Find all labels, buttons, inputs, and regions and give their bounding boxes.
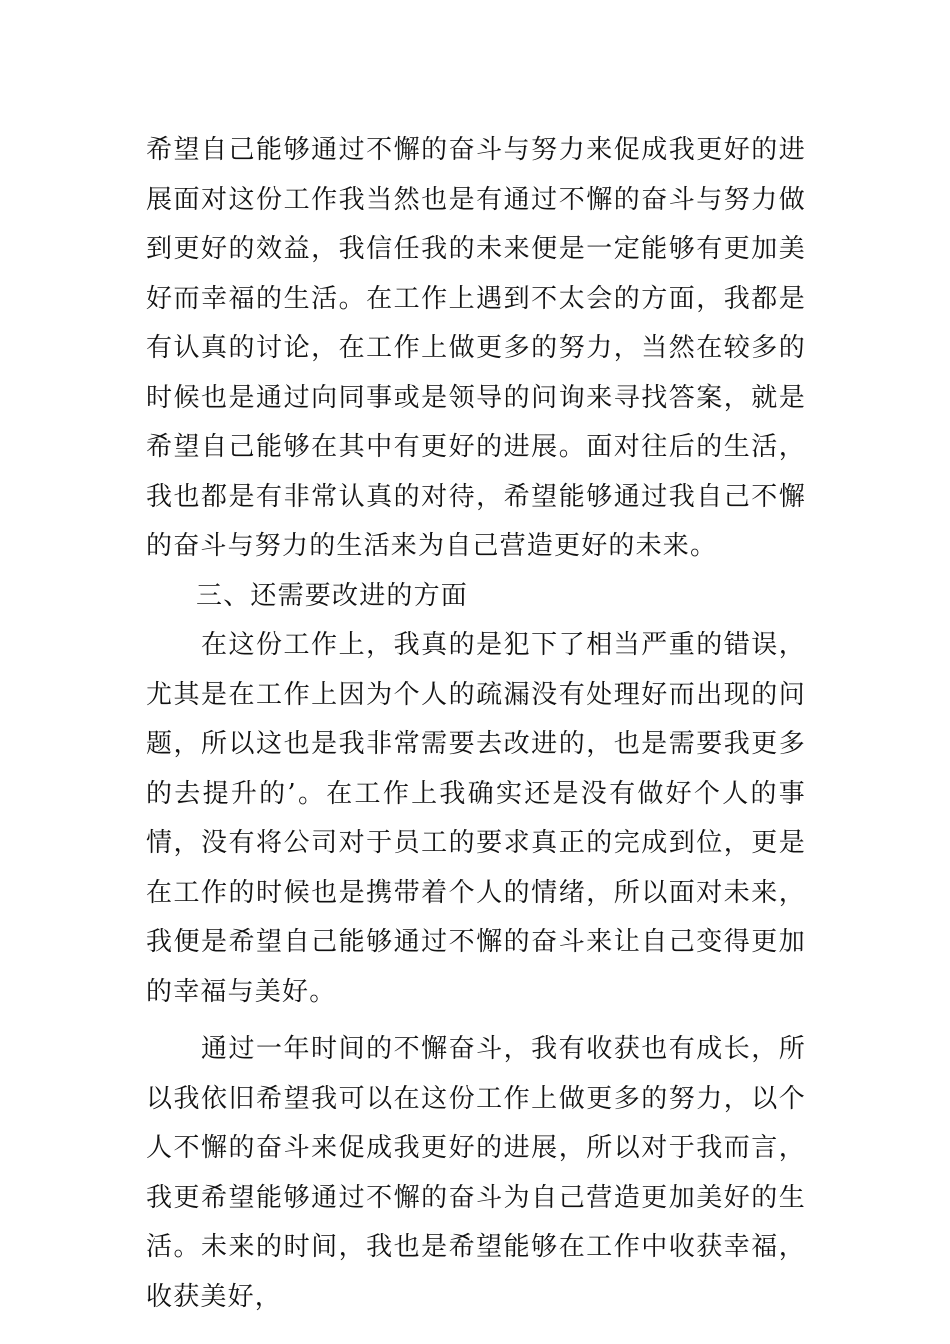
body-paragraph: 希望自己能够通过不懈的奋斗与努力来促成我更好的进展面对这份工作我当然也是有通过不懈的奋斗与努力做到更好的效益，我信任我的未来便是一定能够有更加美好而幸福的生活。在工作上遇到不太会的方面，我都是有认真的讨论，在工作上做更多的努力，当然在较多的时候也是通过向同事或是领导的问询来寻找答案，就是希望自己能够在其中有更好的进展。面对往后的生活，我也都是有非常认真的对待，希望能够通过我自己不懈的奋斗与努力的生活来为自己营造更好的未来。	[146, 135, 806, 561]
section-heading: 三、还需要改进的方面	[196, 580, 469, 611]
body-paragraph: 在这份工作上，我真的是犯下了相当严重的错误，尤其是在工作上因为个人的疏漏没有处理好而出现的问题，所以这也是我非常需要去改进的，也是需要我更多的去提升的’。在工作上我确实还是没有做好个人的事情，没有将公司对于员工的要求真正的完成到位，更是在工作的时候也是携带着个人的情绪，所以面对未来，我便是希望自己能够通过不懈的奋斗来让自己变得更加的幸福与美好。	[146, 630, 806, 1007]
document-body	[146, 126, 806, 1322]
body-paragraph: 通过一年时间的不懈奋斗，我有收获也有成长，所以我依旧希望我可以在这份工作上做更多的努力，以个人不懈的奋斗来促成我更好的进展，所以对于我而言，我更希望能够通过不懈的奋斗为自己营造更加美好的生活。未来的时间，我也是希望能够在工作中收获幸福，收获美好，	[146, 1034, 806, 1312]
